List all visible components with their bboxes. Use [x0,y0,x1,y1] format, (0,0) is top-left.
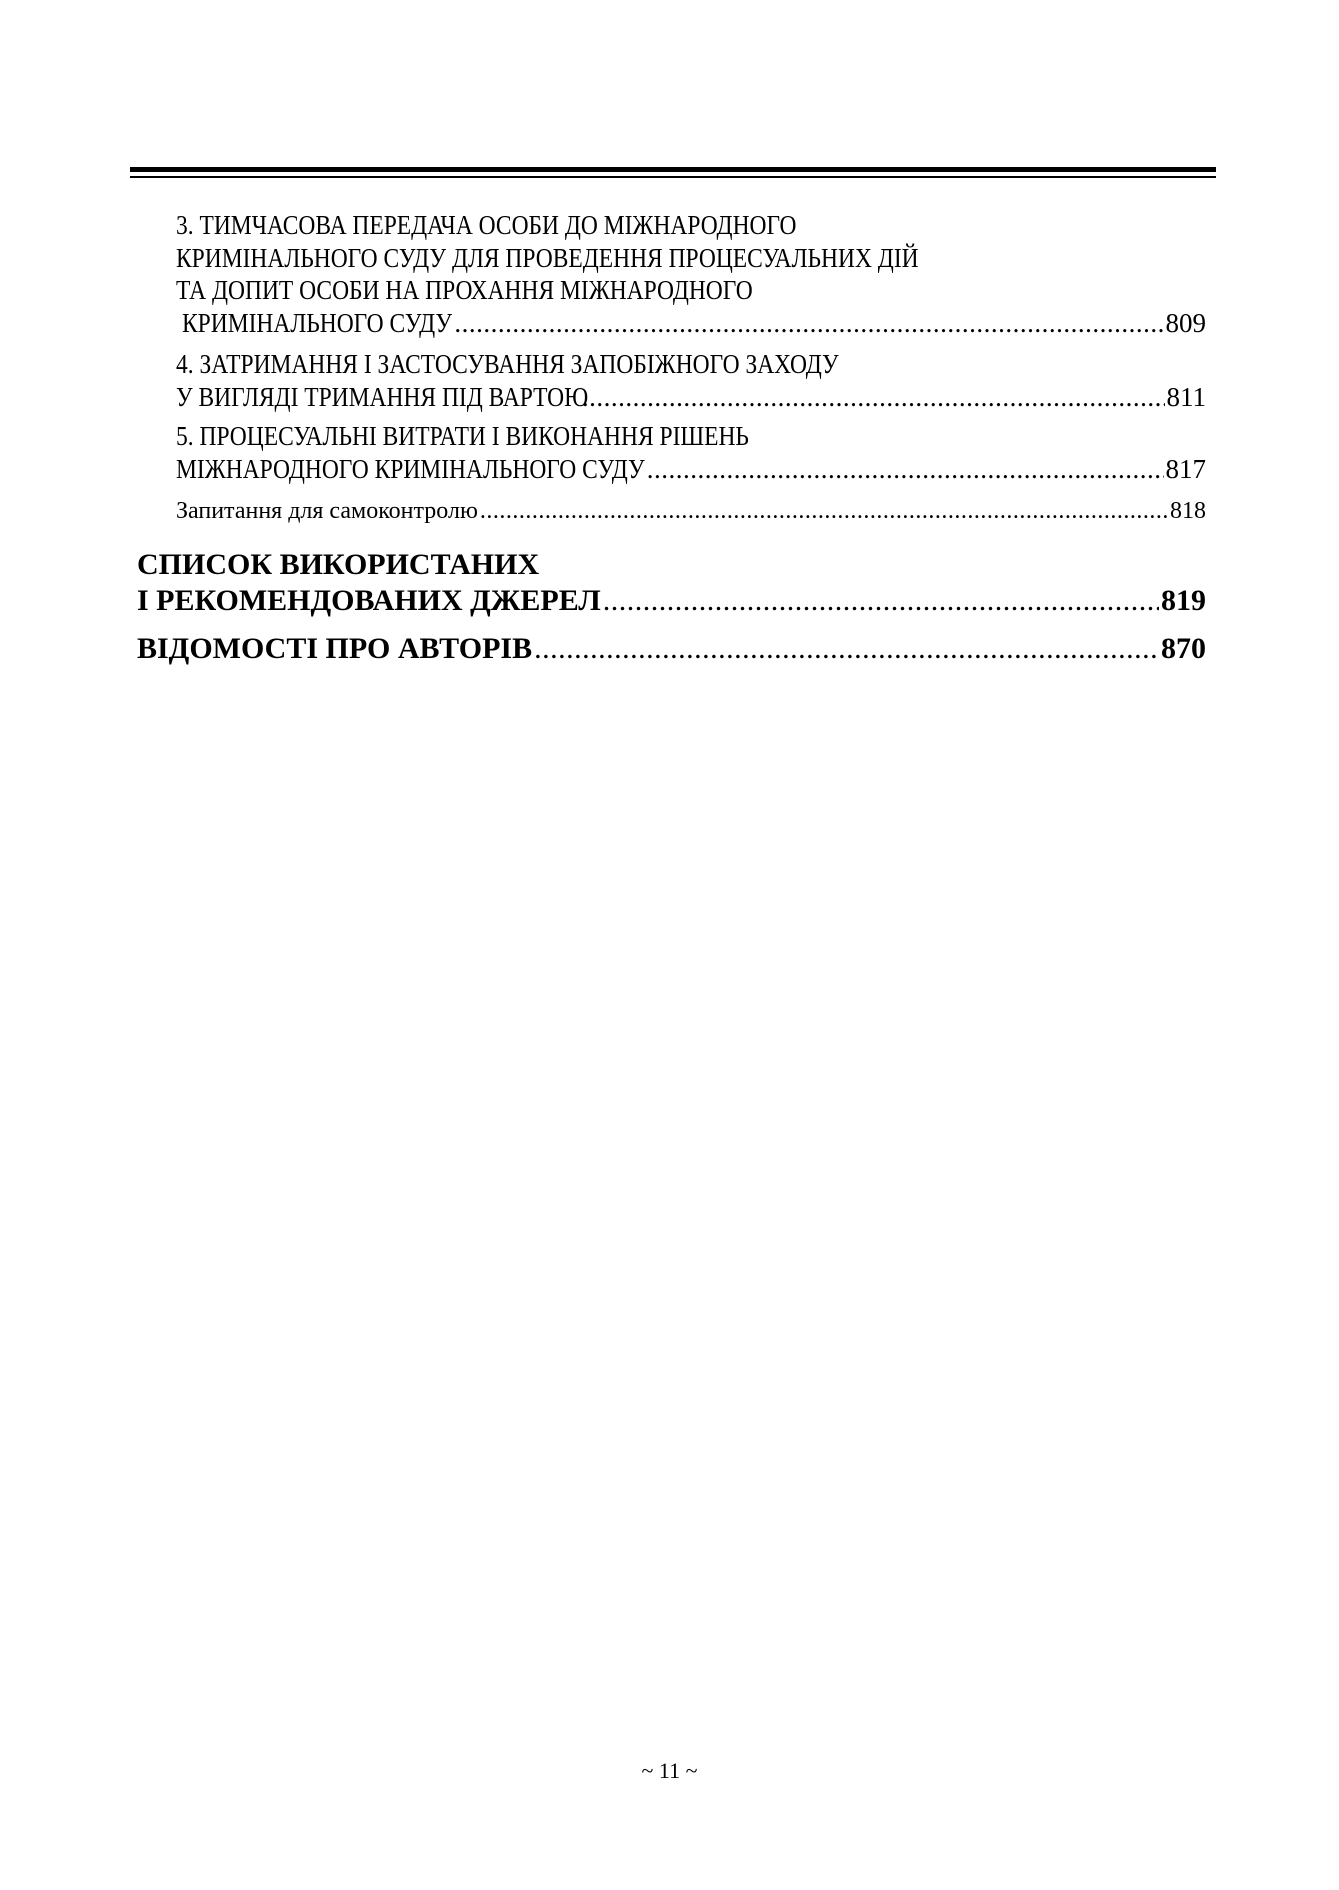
dot-leader [534,631,1159,667]
toc-entry-5[interactable] [176,420,1206,485]
dot-leader [454,307,1163,340]
toc-entry-title: ВІДОМОСТІ ПРО АВТОРІВ [137,632,533,665]
toc-page-number: 811 [1166,381,1206,412]
toc-entry-line: 5. ПРОЦЕСУАЛЬНІ ВИТРАТИ І ВИКОНАННЯ РІШЕНЬ [176,421,749,451]
toc-page-number: 818 [1170,498,1206,524]
toc-entry-line: 3. ТИМЧАСОВА ПЕРЕДАЧА ОСОБИ ДО МІЖНАРОДНОГО [176,210,797,240]
dot-leader [582,381,1165,414]
toc-page-number: 819 [1161,584,1206,617]
dot-leader [603,583,1159,619]
toc-entry-3[interactable] [176,209,1206,339]
toc-page-number: 809 [1165,307,1206,338]
toc-entry-line: СПИСОК ВИКОРИСТАНИХ [137,548,540,581]
toc-entry-line: 4. ЗАТРИМАННЯ І ЗАСТОСУВАННЯ ЗАПОБІЖНОГО ЗАХОДУ [176,349,839,379]
toc-entry-sources[interactable] [137,547,1206,619]
toc-entry-title: У ВИГЛЯДІ ТРИМАННЯ ПІД ВАРТОЮ [176,381,589,412]
toc-entry-line: КРИМІНАЛЬНОГО СУДУ ДЛЯ ПРОВЕДЕННЯ ПРОЦЕСУАЛЬНИХ ДІЙ [176,242,919,273]
dot-leader [480,496,1168,526]
toc-page-number: 817 [1165,453,1206,484]
toc-entry-title: МІЖНАРОДНОГО КРИМІНАЛЬНОГО СУДУ [176,453,645,484]
toc-entry-title: КРИМІНАЛЬНОГО СУДУ [182,307,453,338]
toc-entry-authors[interactable] [137,631,1206,667]
toc-entry-line: ТА ДОПИТ ОСОБИ НА ПРОХАННЯ МІЖНАРОДНОГО [176,275,753,305]
toc-entry-title: Запитання для самоконтролю [176,498,478,524]
toc-page-number: 870 [1161,632,1206,665]
toc-entry-title: І РЕКОМЕНДОВАНИХ ДЖЕРЕЛ [137,584,601,617]
page-number-footer: ~ 11 ~ [641,1758,698,1783]
dot-leader [647,453,1164,486]
toc-entry-4[interactable] [176,348,1206,413]
toc-entry-self-check[interactable] [176,496,1206,526]
